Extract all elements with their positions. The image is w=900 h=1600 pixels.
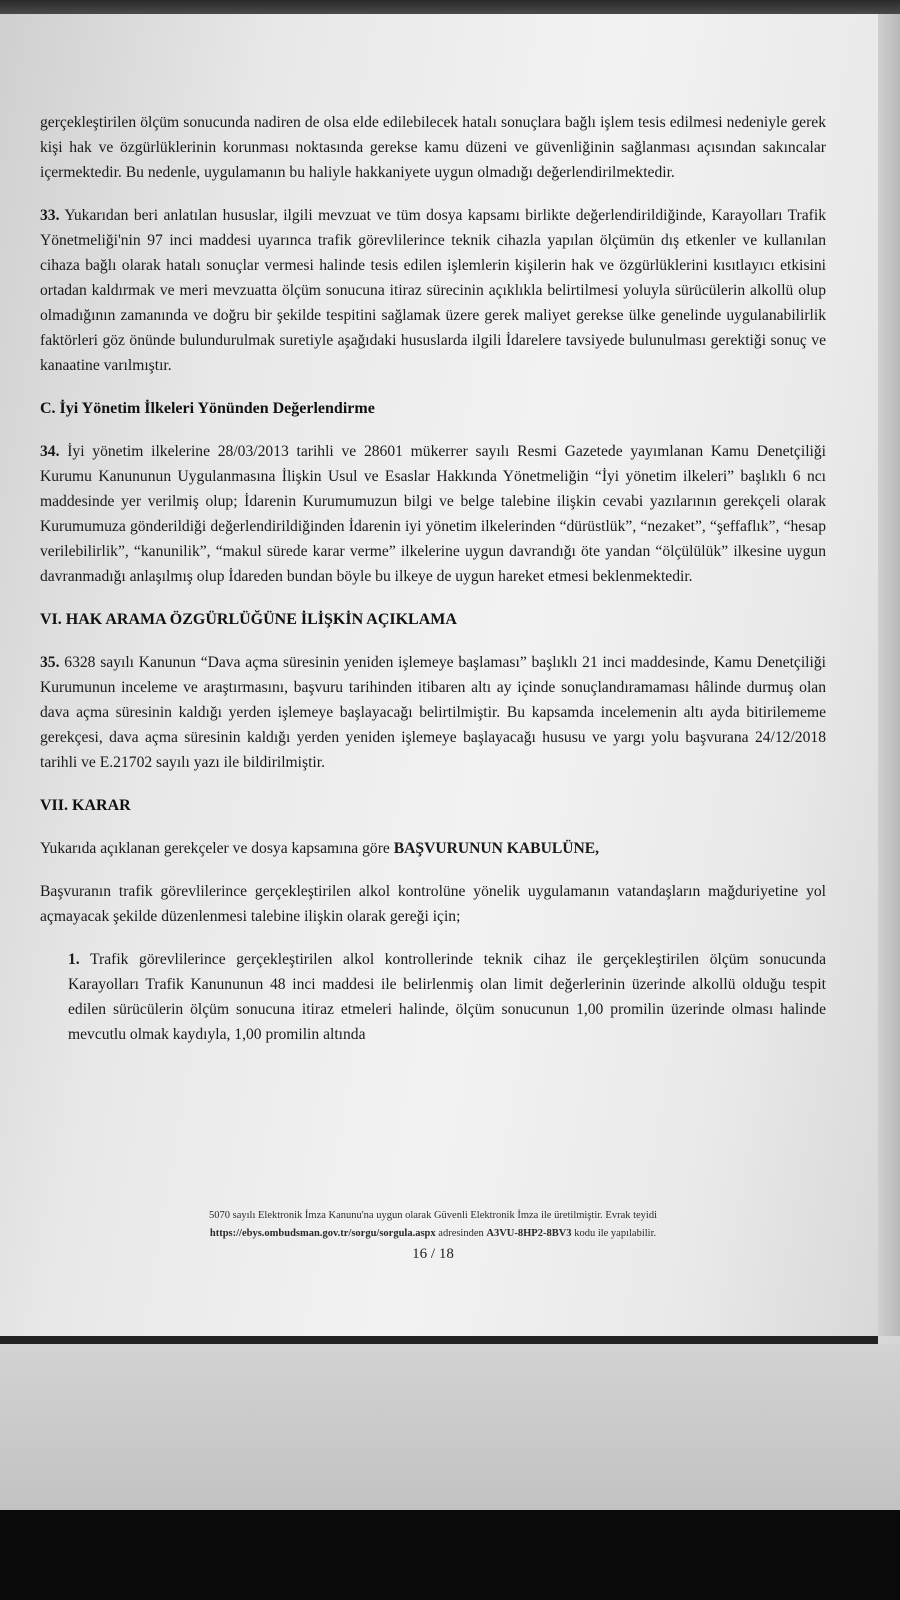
page-number: 16 / 18	[412, 1246, 454, 1262]
document-body	[40, 110, 826, 1047]
page-right-edge	[878, 14, 900, 1336]
page-bottom-rule	[0, 1336, 878, 1344]
paragraph-number-34: 34.	[40, 443, 60, 460]
screen-lower-area	[0, 1344, 900, 1510]
list-item-number-1: 1.	[68, 951, 80, 968]
footer-line-1: 5070 sayılı Elektronik İmza Kanunu'na uygun olarak Güvenli Elektronik İmza ile üretilmiştir. Evrak teyidi	[208, 1210, 658, 1221]
footer-line-2	[40, 1225, 826, 1243]
paragraph-34-text: İyi yönetim ilkelerine 28/03/2013 tarihli ve 28601 mükerrer sayılı Resmi Gazetede yayımlanan Kamu Denetçiliği Kurumu Kanununun Uygulanmasına İlişkin Usul ve Esaslar Hakkında Yönetmeliğin “İyi yönetim ilkeleri” başlıklı 6 ncı maddesinde yer verilmiş olup; İdarenin Kurumumuzun bilgi ve belge talebine ilişkin cevabi yazılarının gerekçeli olarak Kurumumuza gönderildiği değerlendirildiğinden İdarenin iyi yönetim ilkelerinden “dürüstlük”, “nezaket”, “şeffaflık”, “hesap verilebilirlik”, “kanunilik”, “makul sürede karar verme” ilkelerine uygun davrandığı öte yandan “ölçülülük” ilkesine uygun davranmadığı anlaşılmış olup İdareden bundan böyle bu ilkeye de uygun hareket etmesi beklenmektedir.	[40, 443, 826, 585]
monitor-bottom-bezel	[0, 1510, 900, 1600]
verification-url: https://ebys.ombudsman.gov.tr/sorgu/sorgula.aspx	[209, 1228, 436, 1239]
paragraph-35-text: 6328 sayılı Kanunun “Dava açma süresinin yeniden işlemeye başlaması” başlıklı 21 inci maddesinde, Kamu Denetçiliği Kurumunun inceleme ve araştırmasını, başvuru tarihinden itibaren altı ay içinde sonuçlandıramaması hâlinde durmuş olan dava açma süresinin kaldığı yerden işlemeye başlayacağı belirtilmiştir. Bu kapsamda incelemenin altı ayda bitirilememe gerekçesi, dava açma süresinin kaldığı yerden yeniden işlemeye başlayacağı hususu ve yargı yolu başvurana 24/12/2018 tarihli ve E.21702 sayılı yazı ile bildirilmiştir.	[40, 654, 826, 771]
paragraph-34	[40, 439, 826, 589]
karar-decision-text: BAŞVURUNUN KABULÜNE,	[393, 840, 600, 857]
footer-line-2-mid: adresinden	[435, 1228, 487, 1239]
paragraph-number-35: 35.	[40, 654, 60, 671]
esignature-footer	[40, 1207, 826, 1243]
heading-section-vi: VI. HAK ARAMA ÖZGÜRLÜĞÜNE İLİŞKİN AÇIKLAMA	[40, 611, 457, 628]
heading-section-vii: VII. KARAR	[40, 797, 131, 814]
paragraph-intro: gerçekleştirilen ölçüm sonucunda nadiren de olsa elde edilebilecek hatalı sonuçlara bağlı işlem tesis edilmesi nedeniyle gerek kişi hak ve özgürlüklerinin korunması noktasında gerekse kamu düzeni ve güvenliğinin sağlanması açısından sakıncalar içermektedir. Bu nedenle, uygulamanın bu haliyle hakkaniyete uygun olmadığı değerlendirilmektedir.	[40, 114, 826, 181]
karar-lead-text: Yukarıda açıklanan gerekçeler ve dosya kapsamına göre	[40, 840, 394, 857]
list-item-1-text: Trafik görevlilerince gerçekleştirilen alkol kontrollerinde teknik cihaz ile gerçekleştirilen ölçüm sonucunda Karayolları Trafik Kanununun 48 inci maddesi ile belirlenmiş olan limit değerlerinin üzerinde alkollü olduğu tespit edilen sürücülerin ölçüm sonucuna itiraz etmeleri halinde, ölçüm sonucunun 1,00 promilin üzerinde olması halinde mevcutlu olmak kaydıyla, 1,00 promilin altında	[68, 951, 826, 1043]
paragraph-35	[40, 650, 826, 775]
paragraph-33	[40, 203, 826, 378]
footer-line-2-end: kodu ile yapılabilir.	[571, 1228, 657, 1239]
karar-request-paragraph: Başvuranın trafik görevlilerince gerçekleştirilen alkol kontrolüne yönelik uygulamanın vatandaşların mağduriyetine yol açmayacak şekilde düzenlenmesi talebine ilişkin olarak gereği için;	[40, 883, 826, 925]
paragraph-number-33: 33.	[40, 207, 60, 224]
karar-lead-paragraph	[40, 836, 826, 861]
paragraph-33-text: Yukarıdan beri anlatılan hususlar, ilgili mevzuat ve tüm dosya kapsamı birlikte değerlendirildiğinde, Karayolları Trafik Yönetmeliği'nin 97 inci maddesi uyarınca trafik görevlilerince teknik cihazla yapılan ölçümün dış etkenler ve kullanılan cihaza bağlı olarak hatalı sonuçlar vermesi halinde tesis edilen işlemlerin kişilerin hak ve özgürlüklerini kısıtlayıcı etkisini ortadan kaldırmak ve meri mevzuatta ölçüm sonucuna itiraz sürecinin açıklıkla belirtilmesi yoluyla sürücülerin alkollü olup olmadığının zamanında ve doğru bir şekilde tespitini sağlamak üzere gerek maliyet gerekse ülke genelinde uygulanabilirlik faktörleri göz önünde bulundurulmak suretiyle aşağıdaki hususlarda ilgili İdarelere tavsiyede bulunulması gerektiği sonuç ve kanaatine varılmıştır.	[40, 207, 826, 374]
verification-code: A3VU-8HP2-8BV3	[486, 1228, 572, 1239]
list-item-1	[68, 947, 826, 1047]
monitor-top-bezel	[0, 0, 900, 14]
heading-section-c: C. İyi Yönetim İlkeleri Yönünden Değerlendirme	[40, 400, 375, 417]
